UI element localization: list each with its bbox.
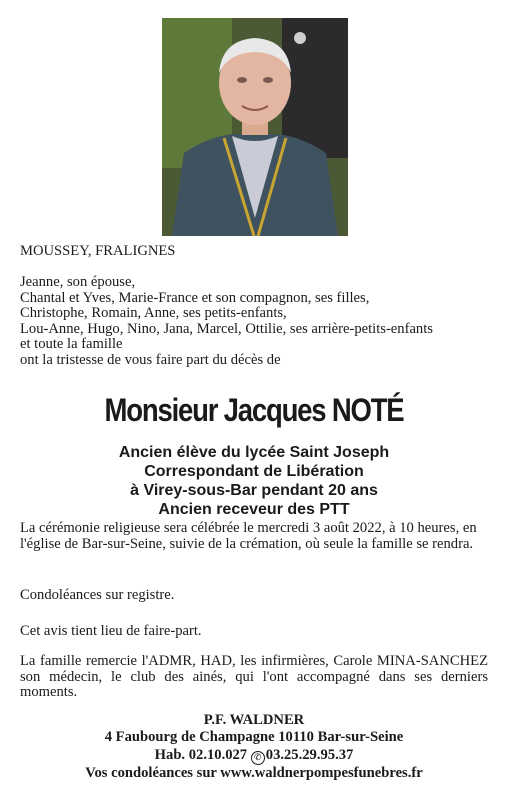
family-line: Lou-Anne, Hugo, Nino, Jana, Marcel, Ottilie, ses arrière-petits-enfants (20, 320, 433, 337)
deceased-titles (0, 443, 508, 519)
deceased-name: Monsieur Jacques NOTÉ (104, 392, 404, 428)
company-name: P.F. WALDNER (203, 712, 305, 728)
family-line: ont la tristesse de vous faire part du décès de (20, 351, 281, 368)
thanks-paragraph: La famille remercie l'ADMR, HAD, les infirmières, Carole MINA-SANCHEZ son médecin, le club des ainés, qui l'ont accompagné dans ses derniers moments. (20, 653, 488, 701)
family-line: Christophe, Romain, Anne, ses petits-enfants, (20, 305, 287, 322)
funeral-home-footer (0, 712, 508, 782)
family-line: et toute la famille (20, 336, 123, 353)
title-line: Ancien élève du lycée Saint Joseph (118, 444, 390, 461)
title-line: Ancien receveur des PTT (158, 501, 350, 518)
notice-note: Cet avis tient lieu de faire-part. (20, 623, 202, 639)
ceremony-details: La cérémonie religieuse sera célébrée le mercredi 3 août 2022, à 10 heures, en l'église de Bar-sur-Seine, suivie de la crémation, où seule la famille se rendra. (20, 520, 477, 552)
portrait-photo (162, 18, 348, 236)
family-line: Chantal et Yves, Marie-France et son compagnon, ses filles, (20, 289, 370, 306)
company-address: 4 Faubourg de Champagne 10110 Bar-sur-Seine (104, 729, 404, 746)
title-line: à Virey-sous-Bar pendant 20 ans (130, 482, 378, 499)
contact-line (0, 747, 508, 765)
phone-icon: ✆ (251, 751, 265, 765)
title-line: Correspondant de Libération (144, 463, 364, 480)
habilitation-number: Hab. 02.10.027 (154, 746, 248, 763)
condoleances-note: Condoléances sur registre. (20, 587, 175, 603)
family-announcement (20, 275, 488, 369)
phone-number[interactable]: 03.25.29.95.37 (265, 746, 354, 763)
family-line: Jeanne, son épouse, (20, 274, 136, 290)
locality-line: MOUSSEY, FRALIGNES (20, 243, 176, 259)
website-line[interactable]: Vos condoléances sur www.waldnerpompesfunebres.fr (85, 764, 423, 781)
